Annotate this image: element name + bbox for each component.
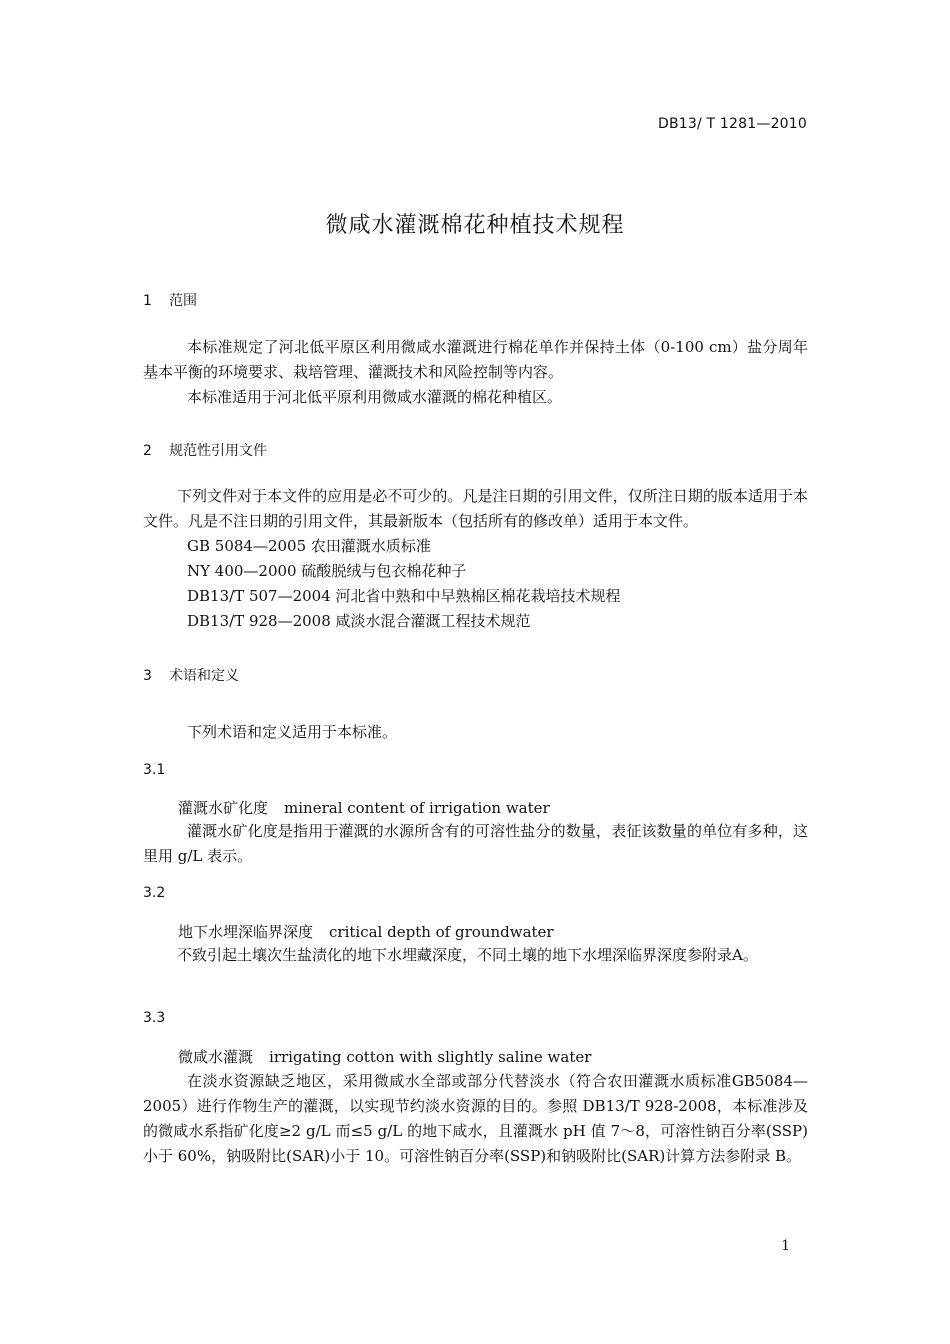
term-english: irrigating cotton with slightly saline water (269, 1048, 592, 1066)
term-definition (143, 819, 808, 869)
document-title: 微咸水灌溉棉花种植技术规程 (325, 213, 625, 238)
paragraph: 下列文件对于本文件的应用是必不可少的。凡是注日期的引用文件，仅所注日期的版本适用于本文件。凡是不注日期的引用文件，其最新版本（包括所有的修改单）适用于本文件。 (143, 487, 808, 530)
section-title: 术语和定义 (169, 668, 239, 684)
page-number: 1 (781, 1238, 790, 1254)
paragraph: 本标准规定了河北低平原区利用微咸水灌溉进行棉花单作并保持土体（0-100 cm）盐分周年基本平衡的环境要求、栽培管理、灌溉技术和风险控制等内容。 (143, 338, 808, 381)
term-chinese: 地下水埋深临界深度 (178, 923, 314, 941)
section-number: 3 (143, 668, 152, 684)
paragraph: 在淡水资源缺乏地区，采用微咸水全部或部分代替淡水（符合农田灌溉水质标准GB5084—2005）进行作物生产的灌溉，以实现节约淡水资源的目的。参照 DB13/T 928-2008，本标准涉及的微咸水系指矿化度≥2 g/L 而≤5 g/L 的地下咸水，且灌溉水 pH 值 7～8，可溶性钠百分率(SSP)小于 60%，钠吸附比(SAR)小于 10。可溶性钠百分率(SSP)和钠吸附比(SAR)计算方法参附录 B。 (143, 1072, 808, 1165)
paragraph: 不致引起土壤次生盐渍化的地下水埋藏深度，不同土壤的地下水埋深临界深度参附录A。 (177, 946, 758, 964)
term-chinese: 灌溉水矿化度 (178, 799, 269, 817)
paragraph: 下列术语和定义适用于本标准。 (187, 723, 398, 741)
term-english: mineral content of irrigation water (284, 799, 550, 817)
reference-item: DB13/T 928—2008 咸淡水混合灌溉工程技术规范 (187, 612, 531, 630)
section-number: 1 (143, 293, 152, 309)
section-number: 2 (143, 443, 152, 459)
section-2-heading (143, 440, 267, 460)
term-heading (178, 921, 554, 942)
section-1-body (143, 335, 808, 410)
term-heading (178, 1046, 591, 1067)
reference-list (187, 534, 621, 634)
section-3-intro (143, 720, 808, 745)
section-title: 规范性引用文件 (169, 443, 267, 459)
standard-code: DB13/ T 1281—2010 (657, 116, 807, 132)
reference-item: DB13/T 507—2004 河北省中熟和中早熟棉区棉花栽培技术规程 (187, 587, 621, 605)
reference-item: GB 5084—2005 农田灌溉水质标准 (187, 537, 431, 555)
term-number: 3.1 (143, 762, 166, 778)
term-chinese: 微咸水灌溉 (178, 1048, 254, 1066)
term-english: critical depth of groundwater (329, 923, 554, 941)
term-definition (143, 1069, 808, 1169)
section-title: 范围 (169, 293, 197, 309)
section-2-body (143, 484, 808, 534)
section-1-heading (143, 290, 197, 310)
term-number: 3.2 (143, 885, 166, 901)
paragraph: 灌溉水矿化度是指用于灌溉的水源所含有的可溶性盐分的数量，表征该数量的单位有多种，这里用 g/L 表示。 (143, 822, 808, 865)
paragraph: 本标准适用于河北低平原利用微咸水灌溉的棉花种植区。 (187, 388, 563, 406)
term-definition (143, 943, 808, 968)
term-heading (178, 797, 550, 818)
term-number: 3.3 (143, 1010, 166, 1026)
section-3-heading (143, 665, 239, 685)
reference-item: NY 400—2000 硫酸脱绒与包衣棉花种子 (187, 562, 467, 580)
